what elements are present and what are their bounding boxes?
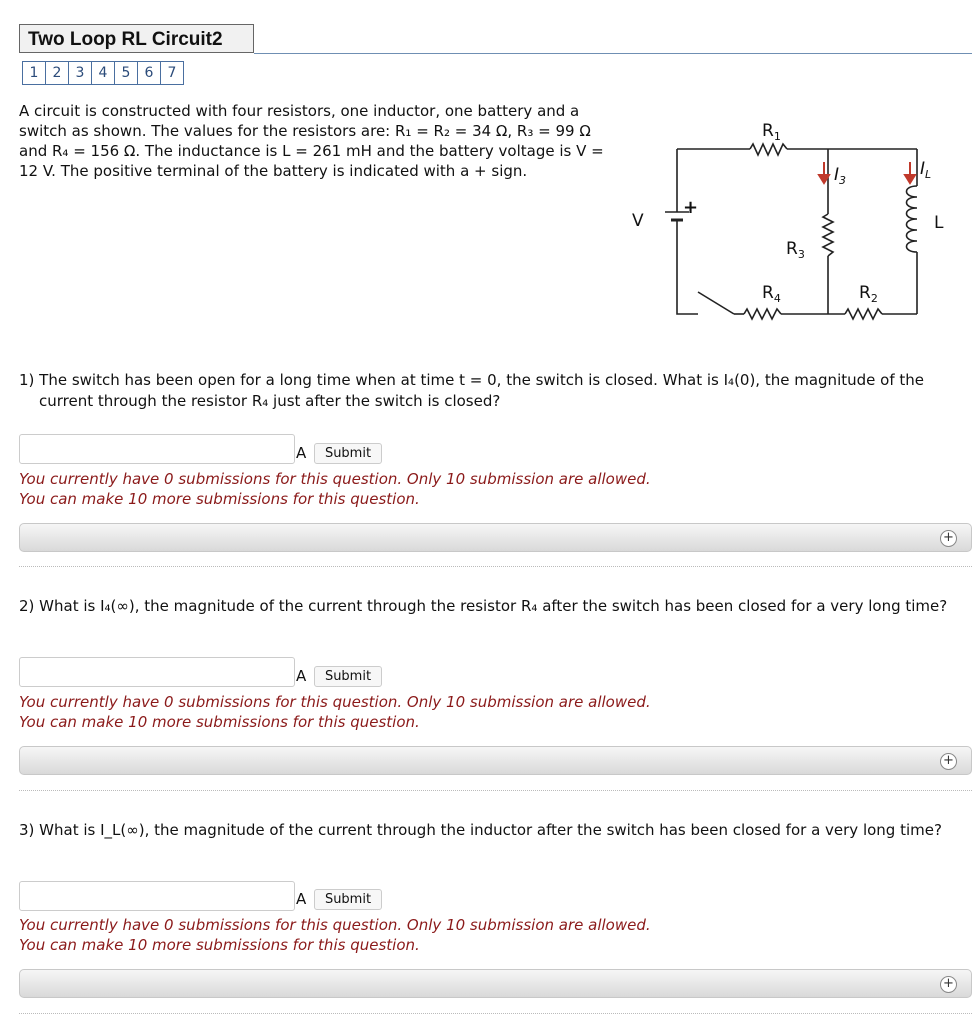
inductor-coil [907, 186, 918, 252]
question-2-text: 2) What is I₄(∞), the magnitude of the current through the resistor R₄ after the switch has been closed for a very long time? [19, 597, 948, 615]
label-i3: $I_3$ [834, 165, 847, 187]
divider-2 [19, 790, 972, 791]
resistor-r3 [823, 214, 833, 256]
question-3-text: 3) What is I_L(∞), the magnitude of the current through the inductor after the switch has been closed for a very long time? [19, 821, 942, 839]
title-underline [254, 53, 972, 54]
submission-remaining-3: You can make 10 more submissions for this question. [19, 936, 420, 954]
submit-button-3[interactable]: Submit [314, 889, 382, 910]
label-r4: $R_4$ [762, 283, 781, 305]
submit-button-2[interactable]: Submit [314, 666, 382, 687]
unit-label-2: A [296, 667, 307, 685]
question-pager [22, 61, 183, 85]
page-link-1[interactable]: 1 [22, 61, 46, 85]
divider-3 [19, 1013, 972, 1014]
answer-input-1[interactable] [19, 434, 295, 464]
circuit-diagram [612, 114, 972, 326]
label-plus: + [683, 197, 699, 218]
submission-count-2: You currently have 0 submissions for this question. Only 10 submission are allowed. [19, 693, 651, 711]
submission-count-1: You currently have 0 submissions for this question. Only 10 submission are allowed. [19, 470, 651, 488]
hint-bar-1[interactable] [19, 523, 972, 552]
resistor-r2 [845, 309, 882, 319]
page-link-7[interactable]: 7 [160, 61, 184, 85]
page-link-4[interactable]: 4 [91, 61, 115, 85]
problem-statement: A circuit is constructed with four resistors, one inductor, one battery and a switch as shown. The values for the resistors are: R₁ = R₂ = 34 Ω, R₃ = 99 Ω and R₄ = 156 Ω. The inductance is L = 261 mH and the battery voltage is V = 12 V. The positive terminal of the battery is indicated with a + sign. [19, 102, 604, 180]
answer-input-2[interactable] [19, 657, 295, 687]
label-r2: $R_2$ [859, 283, 878, 305]
label-v: V [632, 211, 644, 231]
page-link-3[interactable]: 3 [68, 61, 92, 85]
submit-button-1[interactable]: Submit [314, 443, 382, 464]
arrow-il-head [905, 175, 915, 183]
hint-bar-3[interactable] [19, 969, 972, 998]
label-il: $I_L$ [920, 159, 932, 181]
expand-plus-icon[interactable]: + [940, 753, 957, 770]
submission-remaining-2: You can make 10 more submissions for this question. [19, 713, 420, 731]
wire-left-lower [677, 220, 698, 314]
page-link-5[interactable]: 5 [114, 61, 138, 85]
resistor-r1 [750, 144, 787, 155]
expand-plus-icon[interactable]: + [940, 976, 957, 993]
switch-blade [698, 292, 734, 314]
expand-plus-icon[interactable]: + [940, 530, 957, 547]
resistor-r4 [744, 309, 781, 319]
submission-count-3: You currently have 0 submissions for this question. Only 10 submission are allowed. [19, 916, 651, 934]
label-r3: $R_3$ [786, 239, 805, 261]
question-1-text: 1) The switch has been open for a long time when at time t = 0, the switch is closed. What is I₄(0), the magnitude of the current through the resistor R₄ just after the switch is closed? [19, 371, 924, 410]
label-r1: $R_1$ [762, 121, 781, 143]
page-link-6[interactable]: 6 [137, 61, 161, 85]
page-link-2[interactable]: 2 [45, 61, 69, 85]
unit-label-3: A [296, 890, 307, 908]
divider-1 [19, 566, 972, 567]
hint-bar-2[interactable] [19, 746, 972, 775]
label-l: L [934, 213, 944, 233]
unit-label-1: A [296, 444, 307, 462]
submission-remaining-1: You can make 10 more submissions for this question. [19, 490, 420, 508]
page-title: Two Loop RL Circuit2 [19, 24, 254, 53]
answer-input-3[interactable] [19, 881, 295, 911]
